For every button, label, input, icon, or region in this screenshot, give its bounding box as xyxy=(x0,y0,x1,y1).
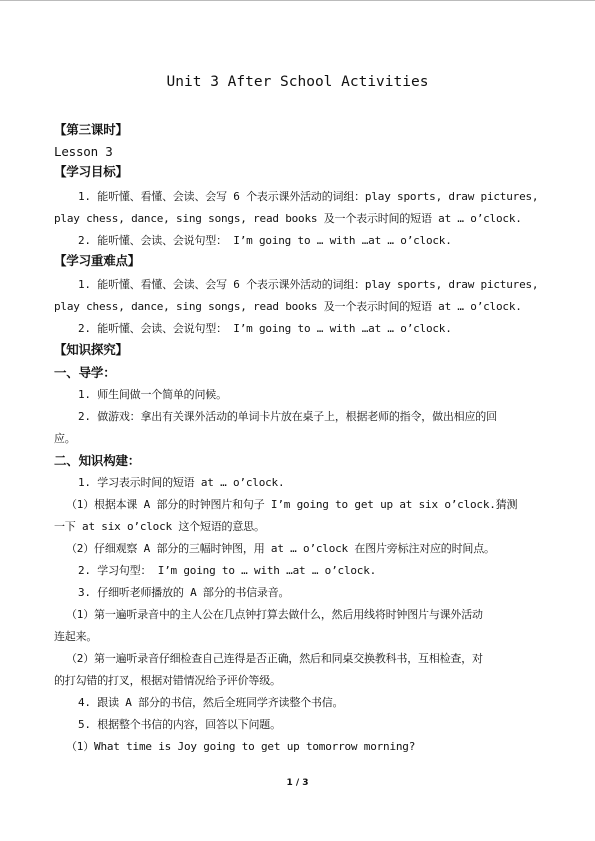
key-point-1-line-2: play chess, dance, sing songs, read books 及一个表示时间的短语 at … o’clock. xyxy=(54,300,522,313)
objective-1-line-1: 1. 能听懂、看懂、会读、会写 6 个表示课外活动的词组：play sports, draw pictures, xyxy=(78,190,539,203)
guide-item-1: 1. 师生间做一个简单的问候。 xyxy=(78,388,227,401)
key-point-2: 2. 能听懂、会读、会说句型： I’m going to … with …at … o’clock. xyxy=(78,322,452,335)
top-border-line xyxy=(0,0,595,1)
section-heading-objectives: 【学习目标】 xyxy=(54,164,128,179)
build-item-1-sub-2: （2）仔细观察 A 部分的三幅时钟图，用 at … o’clock 在图片旁标注对应的时间点。 xyxy=(66,542,495,555)
build-item-1: 1. 学习表示时间的短语 at … o’clock. xyxy=(78,476,285,489)
lesson-label: Lesson 3 xyxy=(54,144,113,159)
guide-item-2-line-1: 2. 做游戏：拿出有关课外活动的单词卡片放在桌子上，根据老师的指令，做出相应的回 xyxy=(78,410,497,423)
build-item-3-sub-2-line-2: 的打勾错的打叉，根据对错情况给予评价等级。 xyxy=(54,674,281,687)
build-item-3: 3. 仔细听老师播放的 A 部分的书信录音。 xyxy=(78,586,290,599)
guide-item-2-line-2: 应。 xyxy=(54,432,76,445)
build-item-3-sub-2-line-1: （2）第一遍听录音仔细检查自己连得是否正确，然后和同桌交换教科书，互相检查，对 xyxy=(66,652,483,665)
page-number: 1 / 3 xyxy=(286,778,309,788)
build-item-5: 5. 根据整个书信的内容，回答以下问题。 xyxy=(78,718,281,731)
question-1: （1）What time is Joy going to get up tomorrow morning? xyxy=(66,740,416,753)
build-item-2: 2. 学习句型： I’m going to … with …at … o’clock. xyxy=(78,564,377,577)
subheading-knowledge-building: 二、知识构建： xyxy=(54,453,141,468)
key-point-1-line-1: 1. 能听懂、看懂、会读、会写 6 个表示课外活动的词组：play sports, draw pictures, xyxy=(78,278,539,291)
document-title: Unit 3 After School Activities xyxy=(166,74,429,90)
build-item-3-sub-1-line-1: （1）第一遍听录音中的主人公在几点钟打算去做什么，然后用线将时钟图片与课外活动 xyxy=(66,608,483,621)
subheading-guide: 一、导学： xyxy=(54,365,116,380)
section-heading-key-points: 【学习重难点】 xyxy=(54,253,141,268)
section-heading-exploration: 【知识探究】 xyxy=(54,342,128,357)
section-heading-lesson-period: 【第三课时】 xyxy=(54,122,128,137)
objective-2: 2. 能听懂、会读、会说句型： I’m going to … with …at … o’clock. xyxy=(78,234,452,247)
objective-1-line-2: play chess, dance, sing songs, read books 及一个表示时间的短语 at … o’clock. xyxy=(54,212,522,225)
build-item-1-sub-1-line-1: （1）根据本课 A 部分的时钟图片和句子 I’m going to get up at six o’clock.猜测 xyxy=(66,498,518,511)
build-item-1-sub-1-line-2: 一下 at six o’clock 这个短语的意思。 xyxy=(54,520,265,533)
build-item-4: 4. 跟读 A 部分的书信，然后全班同学齐读整个书信。 xyxy=(78,696,344,709)
build-item-3-sub-1-line-2: 连起来。 xyxy=(54,630,98,643)
